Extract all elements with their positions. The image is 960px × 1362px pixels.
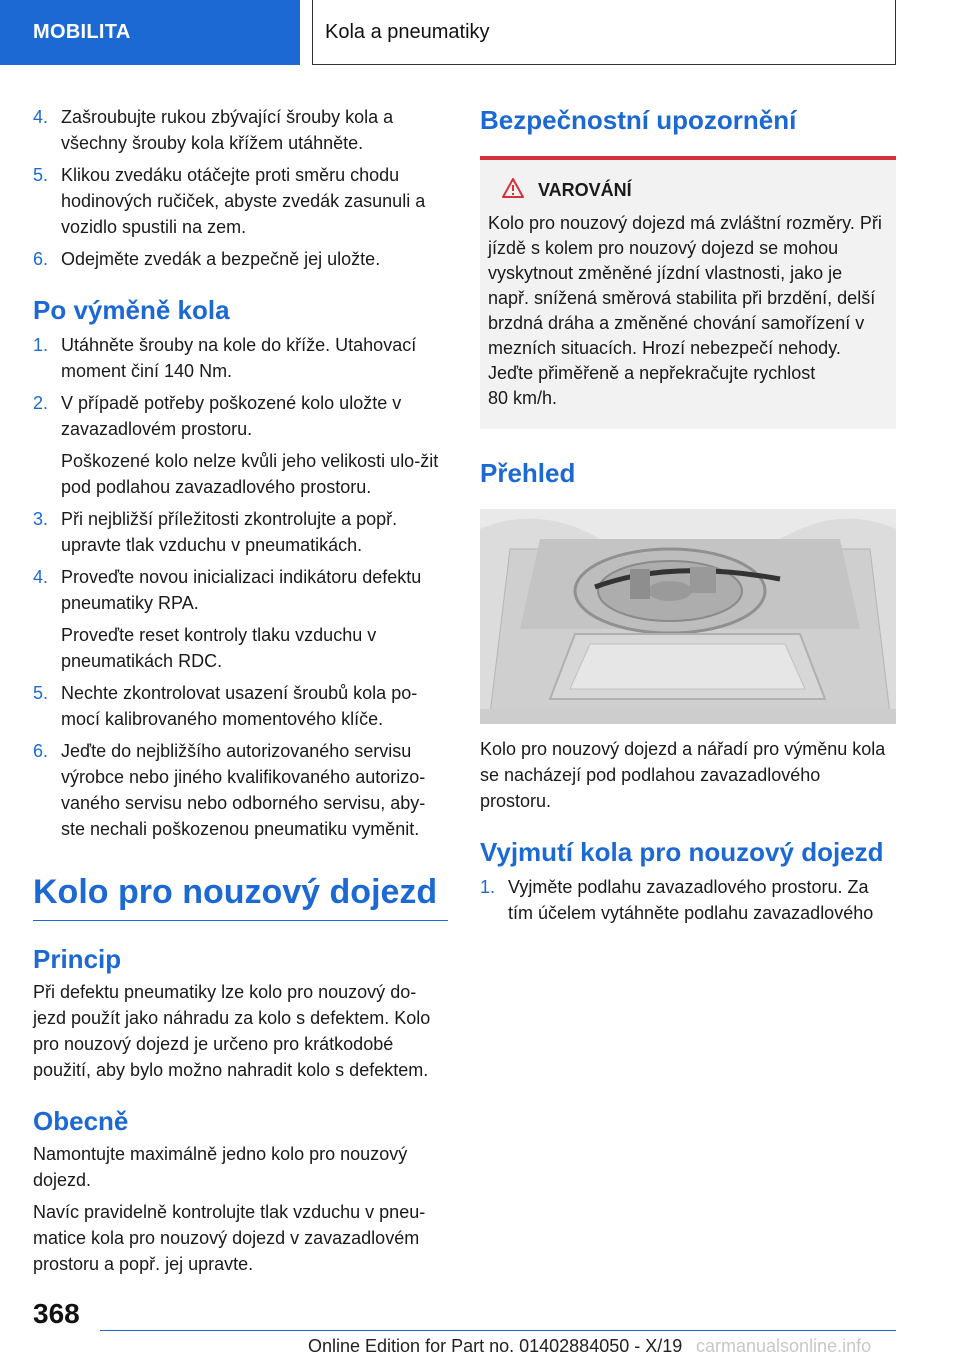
header-chapter: Kola a pneumatiky bbox=[312, 0, 896, 65]
step-number: 1. bbox=[33, 335, 49, 355]
step-number: 6. bbox=[33, 741, 49, 761]
list-item bbox=[480, 874, 896, 926]
step-text: Klikou zvedáku otáčejte proti směru chodu hodinových ručiček, abyste zvedák zasunuli a vozidlo spustili na zem. bbox=[61, 165, 426, 237]
safety-heading: Bezpečnostní upozornění bbox=[480, 105, 797, 135]
step-text: Utáhněte šrouby na kole do kříže. Utahovací moment činí 140 Nm. bbox=[61, 335, 417, 381]
list-item bbox=[33, 162, 448, 240]
list-item bbox=[33, 564, 448, 616]
step-text: Proveďte novou inicializaci indikátoru defektu pneumatiky RPA. bbox=[61, 567, 422, 613]
step-number: 2. bbox=[33, 393, 49, 413]
principle-heading: Princip bbox=[33, 944, 122, 974]
step-text: V případě potřeby poškozené kolo uložte v zavazadlovém prostoru. bbox=[61, 393, 402, 439]
list-item bbox=[33, 390, 448, 442]
step-number: 4. bbox=[33, 107, 49, 127]
left-column bbox=[33, 104, 448, 1283]
general-paragraph-2: Navíc pravidelně kontrolujte tlak vzduchu v pneu‐matice kola pro nouzový dojezd v zavazadlovém prostoru a popř. jej upravte. bbox=[33, 1202, 426, 1274]
footer-watermark: carmanualsonline.info bbox=[696, 1336, 872, 1356]
list-item bbox=[33, 506, 448, 558]
page-number: 368 bbox=[33, 1298, 80, 1329]
general-heading: Obecně bbox=[33, 1106, 129, 1136]
warning-triangle-icon bbox=[502, 178, 538, 203]
main-heading-block bbox=[33, 872, 448, 921]
warning-speed: 80 km/h. bbox=[488, 388, 558, 408]
step-number: 1. bbox=[480, 877, 496, 897]
list-item bbox=[33, 246, 448, 272]
header-section: MOBILITA bbox=[0, 0, 300, 65]
after-change-heading: Po výměně kola bbox=[33, 295, 230, 325]
list-item bbox=[33, 738, 448, 842]
warning-box bbox=[480, 156, 896, 429]
step-text: Jeďte do nejbližšího autorizovaného servisu výrobce nebo jiného kvalifikovaného autorizo‐vaného servisu nebo odborného servisu, aby‐ste nechali poškozenou pneumatiku vyměnit. bbox=[61, 741, 426, 839]
overview-caption: Kolo pro nouzový dojezd a nářadí pro výměnu kola se nacházejí pod podlahou zavazadlového prostoru. bbox=[480, 739, 886, 811]
step-note: Poškozené kolo nelze kvůli jeho velikosti ulo‐žit pod podlahou zavazadlového prostoru. bbox=[61, 451, 439, 497]
warning-label: VAROVÁNÍ bbox=[538, 180, 632, 200]
footer-divider bbox=[100, 1330, 896, 1331]
removal-heading: Vyjmutí kola pro nouzový dojezd bbox=[480, 837, 884, 867]
warning-text: Kolo pro nouzový dojezd má zvláštní rozměry. Při jízdě s kolem pro nouzový dojezd se mohou vyskytnout změněné jízdní vlastnosti, jako je např. snížená směrová stabilita při brzdění, delší brzdná dráha a změněné chování samořízení v mezních situacích. Hrozí nebezpečí nehody. Jeďte přiměřeně a nepřekračujte rychlost bbox=[488, 213, 882, 383]
general-paragraph-1: Namontujte maximálně jedno kolo pro nouzový dojezd. bbox=[33, 1144, 408, 1190]
principle-paragraph: Při defektu pneumatiky lze kolo pro nouzový do‐jezd použít jako náhradu za kolo s defektem. Kolo pro nouzový dojezd je určeno pro krátkodobé použití, aby bylo možno nahradit kolo s defektem. bbox=[33, 982, 431, 1080]
step-text: Při nejbližší příležitosti zkontrolujte a popř. upravte tlak vzduchu v pneumatikách. bbox=[61, 509, 398, 555]
list-item bbox=[33, 680, 448, 732]
step-text: Vyjměte podlahu zavazadlového prostoru. Za tím účelem vytáhněte podlahu zavazadlového bbox=[508, 877, 874, 923]
spare-wheel-illustration bbox=[480, 509, 896, 724]
right-column bbox=[480, 104, 896, 932]
step-text: Zašroubujte rukou zbývající šrouby kola a všechny šrouby kola křížem utáhněte. bbox=[61, 107, 394, 153]
footer-edition: Online Edition for Part no. 01402884050 - X/19 bbox=[308, 1336, 683, 1356]
warning-header bbox=[488, 178, 888, 203]
list-item bbox=[33, 104, 448, 156]
step-number: 6. bbox=[33, 249, 49, 269]
step-text: Nechte zkontrolovat usazení šroubů kola po‐mocí kalibrovaného momentového klíče. bbox=[61, 683, 418, 729]
step-text: Odejměte zvedák a bezpečně jej uložte. bbox=[61, 249, 381, 269]
step-number: 4. bbox=[33, 567, 49, 587]
step-note: Proveďte reset kontroly tlaku vzduchu v pneumatikách RDC. bbox=[61, 625, 377, 671]
list-item bbox=[33, 332, 448, 384]
step-number: 5. bbox=[33, 165, 49, 185]
overview-heading: Přehled bbox=[480, 458, 576, 488]
main-heading: Kolo pro nouzový dojezd bbox=[33, 873, 438, 911]
step-number: 5. bbox=[33, 683, 49, 703]
step-number: 3. bbox=[33, 509, 49, 529]
